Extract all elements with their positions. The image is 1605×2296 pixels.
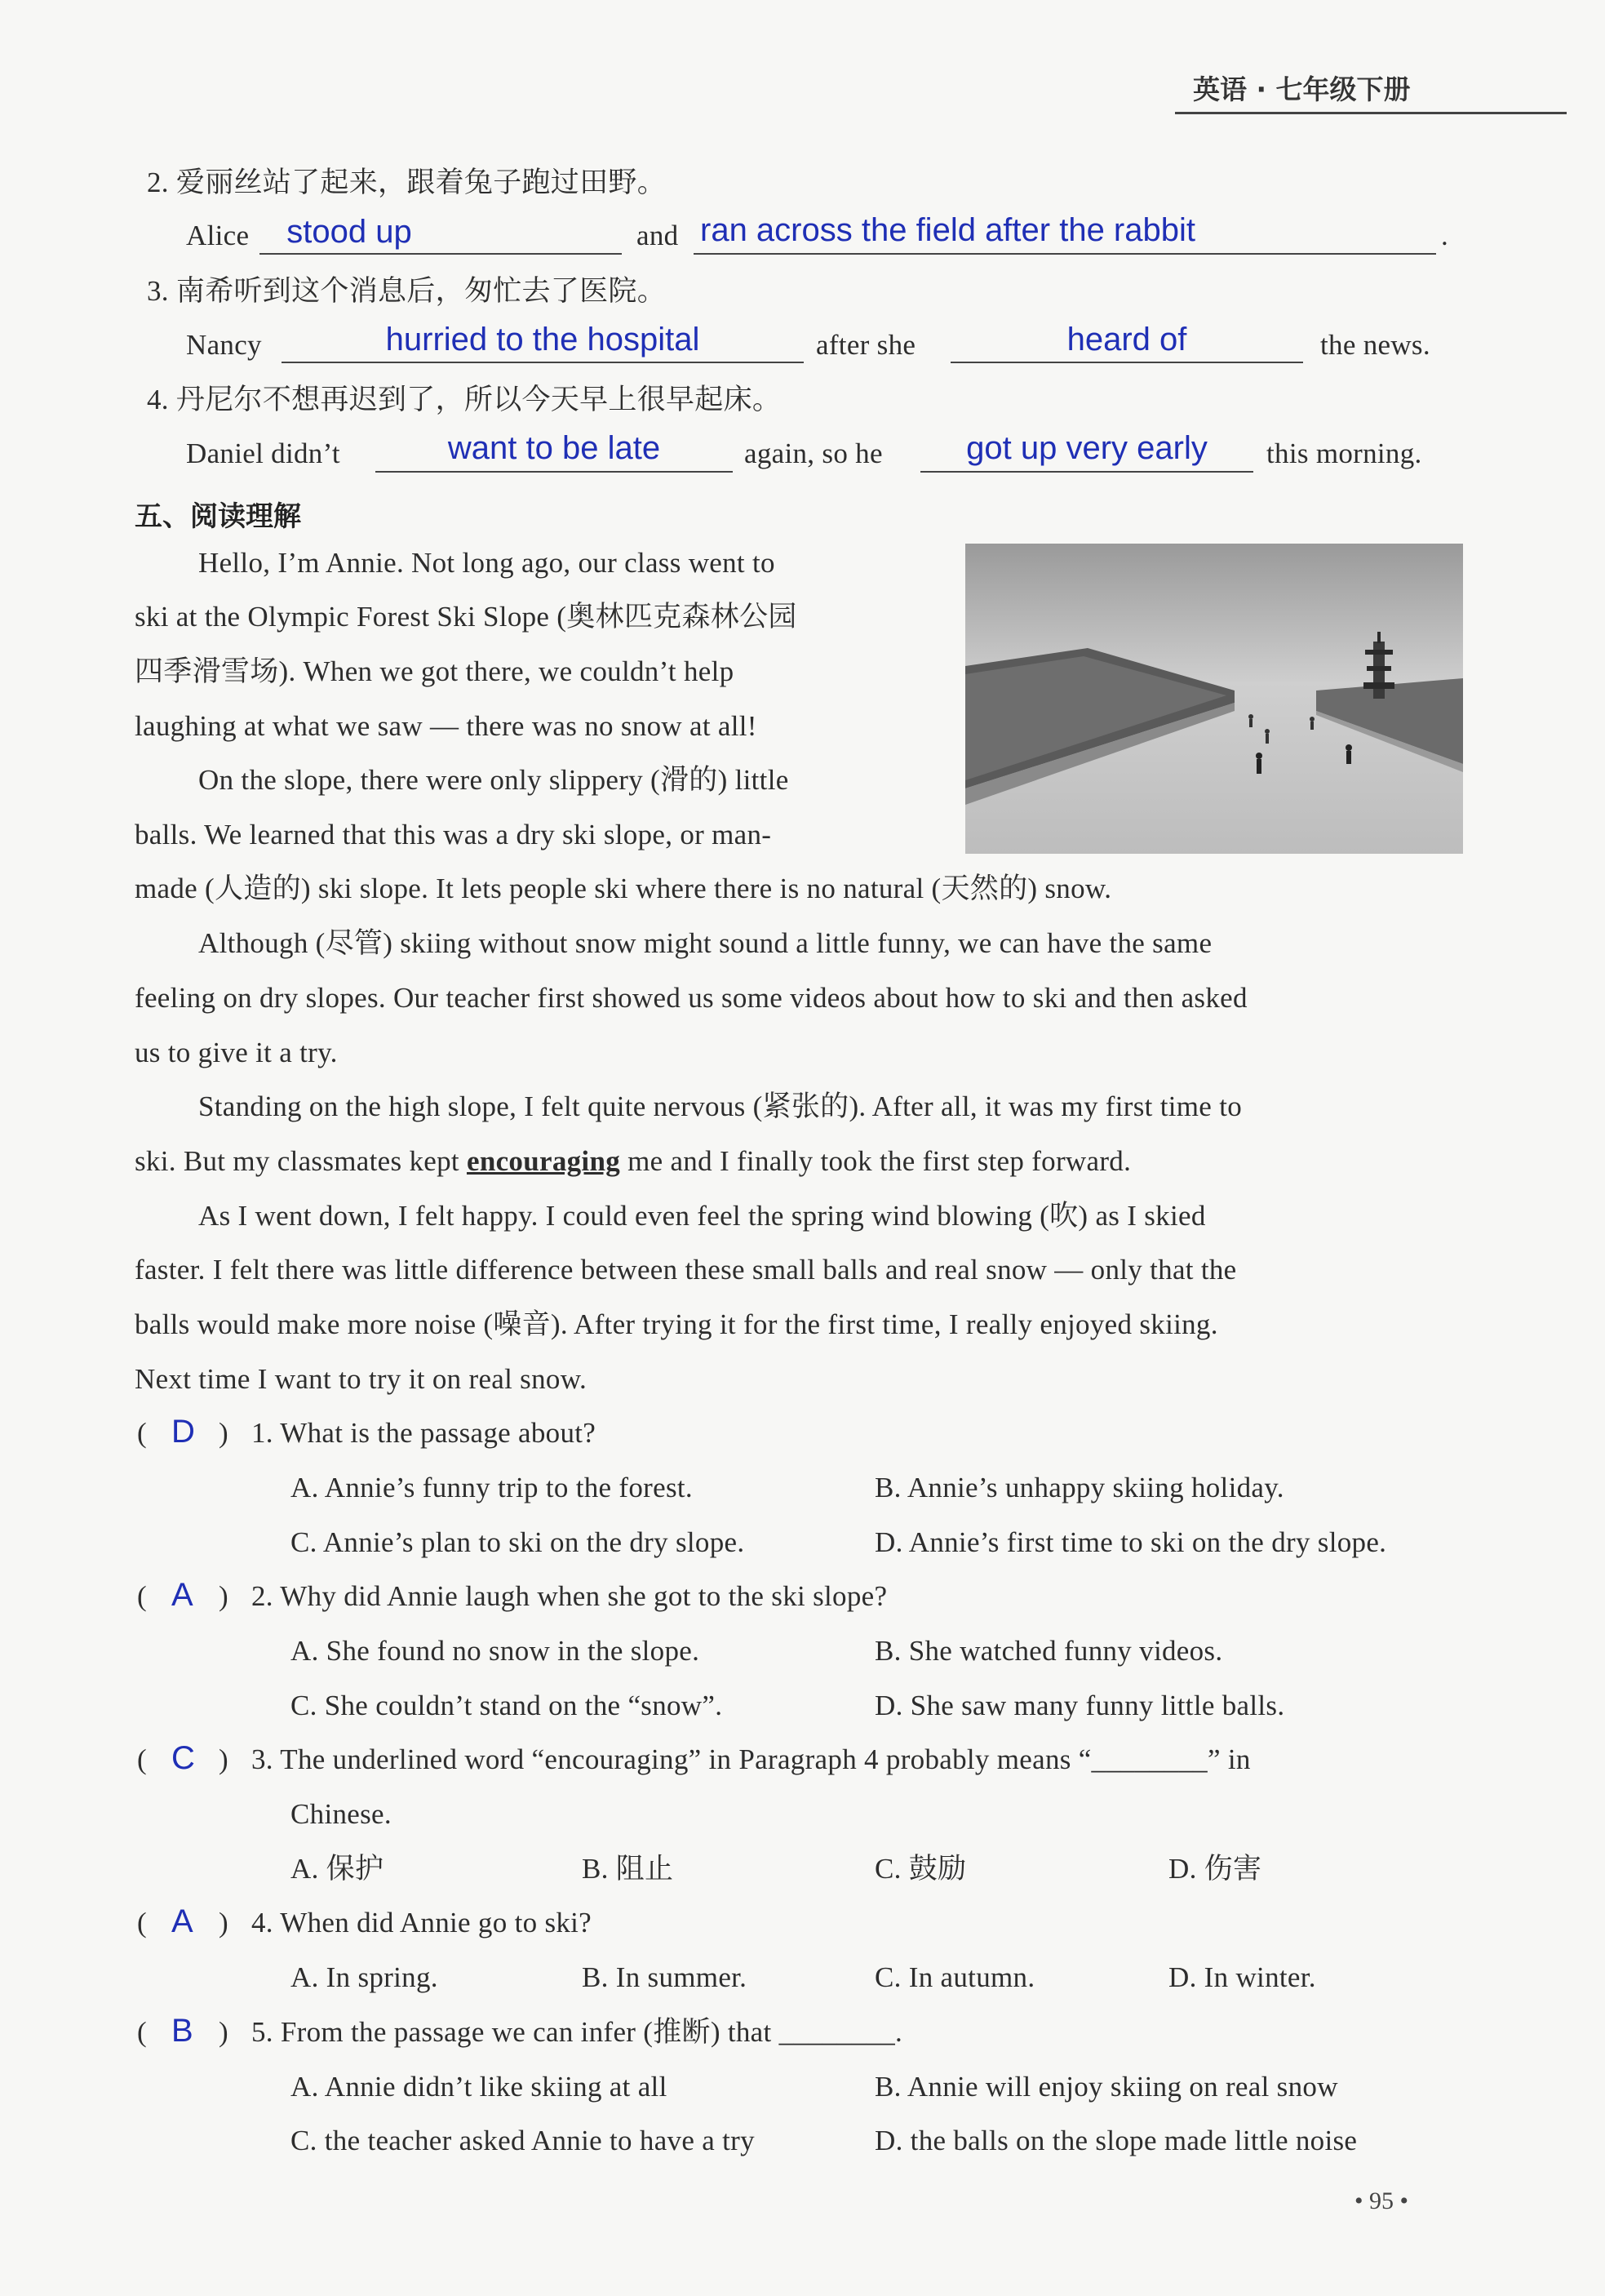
q1-paren: (	[137, 1417, 147, 1449]
q2-paren: (	[137, 1580, 147, 1612]
q2-stem: 2. Why did Annie laugh when she got to the ski slope?	[251, 1580, 888, 1612]
q5-paren: (	[137, 2016, 147, 2048]
q5-paren-close: )	[219, 2016, 228, 2048]
q4-suffix: this morning.	[1266, 437, 1422, 469]
q4-answer-2: got up very early	[966, 430, 1208, 466]
q3-prefix: Nancy	[186, 329, 262, 361]
p1-line-4: laughing at what we saw — there was no snow at all!	[135, 710, 757, 742]
q2-suffix: .	[1441, 220, 1449, 251]
q4-option-c[interactable]: C. In autumn.	[875, 1961, 1035, 1993]
q5-option-d[interactable]: D. the balls on the slope made little noise	[875, 2125, 1358, 2156]
ski-slope-image	[965, 544, 1463, 854]
q5-option-b[interactable]: B. Annie will enjoy skiing on real snow	[875, 2071, 1338, 2103]
p4-line-2	[135, 1145, 1131, 1178]
p2-line-1: On the slope, there were only slippery (滑的) little	[198, 764, 789, 796]
q2-answer-2: ran across the field after the rabbit	[700, 212, 1195, 248]
q4-stem: 4. When did Annie go to ski?	[251, 1907, 592, 1938]
p1-line-2: ski at the Olympic Forest Ski Slope (奥林匹克森林公园	[135, 601, 797, 633]
p3-line-3: us to give it a try.	[135, 1037, 338, 1068]
p3-line-1: Although (尽管) skiing without snow might sound a little funny, we can have the same	[198, 927, 1213, 959]
q1-paren-close: )	[219, 1417, 228, 1449]
q3-option-c[interactable]: C. 鼓励	[875, 1853, 967, 1885]
q2-answer-1: stood up	[286, 214, 412, 250]
q1-stem: 1. What is the passage about?	[251, 1417, 596, 1449]
q4-option-a[interactable]: A. In spring.	[290, 1961, 438, 1993]
section-title-reading: 五、阅读理解	[135, 500, 301, 533]
q2-answer: A	[171, 1577, 193, 1613]
q3-chinese: 3. 南希听到这个消息后，匆忙去了医院。	[147, 275, 667, 307]
q2-prefix: Alice	[186, 220, 250, 251]
q2-paren-close: )	[219, 1580, 228, 1612]
q3-option-a[interactable]: A. 保护	[290, 1853, 384, 1885]
q3-option-d[interactable]: D. 伤害	[1168, 1853, 1262, 1885]
q2-option-c[interactable]: C. She couldn’t stand on the “snow”.	[290, 1690, 723, 1721]
q4-option-b[interactable]: B. In summer.	[582, 1961, 747, 1993]
q4-prefix: Daniel didn’t	[186, 437, 340, 469]
p3-line-2: feeling on dry slopes. Our teacher first showed us some videos about how to ski and then asked	[135, 982, 1248, 1014]
p2-line-3: made (人造的) ski slope. It lets people ski where there is no natural (天然的) snow.	[135, 873, 1112, 904]
q3-stem-cont: Chinese.	[290, 1798, 392, 1830]
q2-mid: and	[636, 220, 679, 251]
q5-answer: B	[171, 2013, 193, 2049]
p2-line-2: balls. We learned that this was a dry ski slope, or man-	[135, 819, 772, 850]
q3-answer-1: hurried to the hospital	[385, 322, 700, 358]
q2-chinese: 2. 爱丽丝站了起来，跟着兔子跑过田野。	[147, 167, 667, 198]
q3-stem: 3. The underlined word “encouraging” in Paragraph 4 probably means “________” in	[251, 1743, 1251, 1775]
q3-mid: after she	[816, 329, 916, 361]
p5-line-2: faster. I felt there was little difference between these small balls and real snow — only that the	[135, 1254, 1237, 1286]
q4-answer: A	[171, 1903, 193, 1939]
header-rule	[1175, 112, 1567, 114]
q4-chinese: 4. 丹尼尔不想再迟到了，所以今天早上很早起床。	[147, 384, 782, 415]
q1-option-c[interactable]: C. Annie’s plan to ski on the dry slope.	[290, 1526, 745, 1558]
p1-line-3: 四季滑雪场). When we got there, we couldn’t help	[135, 655, 734, 687]
p5-line-1: As I went down, I felt happy. I could even feel the spring wind blowing (吹) as I skied	[198, 1200, 1206, 1232]
q3-option-b[interactable]: B. 阻止	[582, 1853, 674, 1885]
q2-option-b[interactable]: B. She watched funny videos.	[875, 1635, 1223, 1667]
q2-option-a[interactable]: A. She found no snow in the slope.	[290, 1635, 700, 1667]
page-header-title: 英语 · 七年级下册	[1193, 73, 1411, 105]
q3-answer: C	[171, 1740, 195, 1776]
q3-paren-close: )	[219, 1743, 228, 1775]
q1-option-d[interactable]: D. Annie’s first time to ski on the dry slope.	[875, 1526, 1387, 1558]
p4-line-2-pre: ski. But my classmates kept	[135, 1145, 467, 1177]
page-number: • 95 •	[1354, 2187, 1409, 2214]
q1-option-b[interactable]: B. Annie’s unhappy skiing holiday.	[875, 1472, 1284, 1503]
p5-line-3: balls would make more noise (噪音). After trying it for the first time, I really enjoyed skiing.	[135, 1308, 1218, 1340]
q4-option-d[interactable]: D. In winter.	[1168, 1961, 1316, 1993]
p4-line-1: Standing on the high slope, I felt quite nervous (紧张的). After all, it was my first time to	[198, 1090, 1243, 1122]
q1-option-a[interactable]: A. Annie’s funny trip to the forest.	[290, 1472, 693, 1503]
q5-option-c[interactable]: C. the teacher asked Annie to have a try	[290, 2125, 755, 2156]
q5-stem: 5. From the passage we can infer (推断) that ________.	[251, 2016, 903, 2048]
p4-line-2-post: me and I finally took the first step forward.	[620, 1145, 1132, 1177]
q4-answer-1: want to be late	[447, 430, 661, 466]
ski-slope-photo	[965, 544, 1463, 854]
p5-line-4: Next time I want to try it on real snow.	[135, 1363, 587, 1395]
q4-paren: (	[137, 1907, 147, 1938]
q1-answer: D	[171, 1414, 195, 1450]
q3-answer-2: heard of	[1066, 322, 1187, 358]
p1-line-1: Hello, I’m Annie. Not long ago, our class went to	[198, 547, 775, 579]
q4-mid: again, so he	[744, 437, 883, 469]
q2-option-d[interactable]: D. She saw many funny little balls.	[875, 1690, 1285, 1721]
q4-paren-close: )	[219, 1907, 228, 1938]
q5-option-a[interactable]: A. Annie didn’t like skiing at all	[290, 2071, 667, 2103]
underlined-word-encouraging: encouraging	[466, 1145, 621, 1177]
q3-suffix: the news.	[1320, 329, 1430, 361]
q3-paren: (	[137, 1743, 147, 1775]
